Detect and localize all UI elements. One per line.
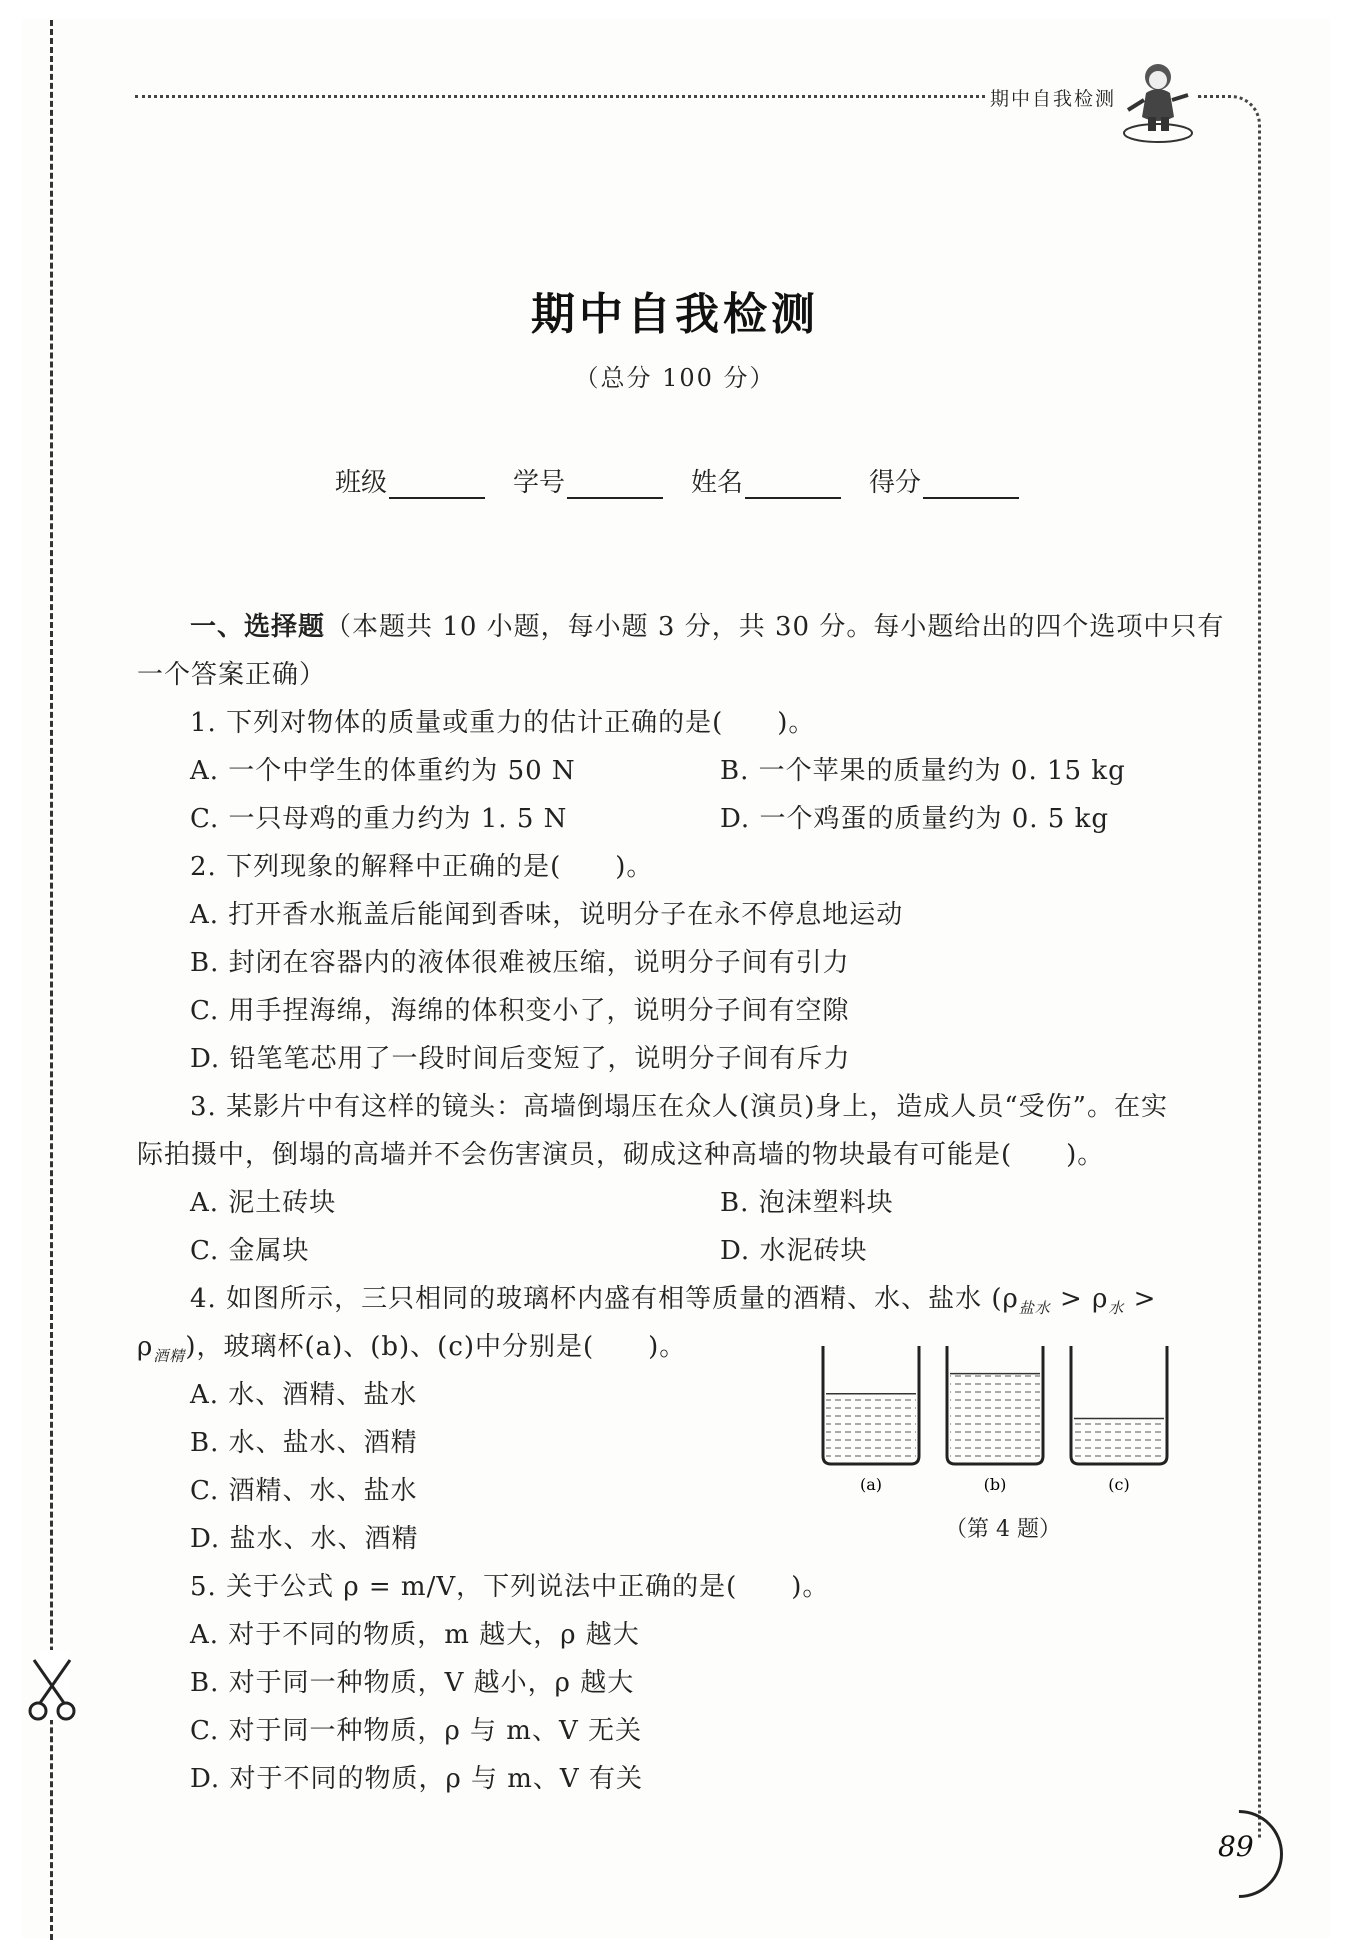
page-number: 89 — [1218, 1830, 1254, 1863]
cup-label: (c) — [1108, 1475, 1130, 1494]
q4-stem-line1 — [190, 1278, 1156, 1318]
header-rule — [135, 95, 985, 98]
q3-option-b[interactable]: B. 泡沫塑料块 — [720, 1188, 894, 1218]
cup-1 — [823, 1346, 919, 1494]
cup-label: (a) — [859, 1475, 883, 1494]
subscript-water: 水 — [1108, 1299, 1125, 1318]
section-heading: 一、选择题 — [190, 612, 326, 642]
student-info-row — [335, 462, 1019, 499]
q4-option-c[interactable]: C. 酒精、水、盐水 — [190, 1476, 418, 1506]
running-title: 期中自我检测 — [990, 88, 1117, 110]
section-heading-line — [190, 606, 1224, 643]
q4-gt2: > — [1124, 1284, 1157, 1314]
cup-liquid — [950, 1374, 1040, 1461]
q5-option-a[interactable]: A. 对于不同的物质，m 越大，ρ 越大 — [190, 1620, 640, 1650]
cup-2 — [947, 1346, 1043, 1494]
q3-stem-line1: 3. 某影片中有这样的镜头：高墙倒塌压在众人(演员)身上，造成人员“受伤”。在实 — [190, 1092, 1168, 1122]
score-blank[interactable] — [923, 471, 1019, 499]
cup-label: (b) — [983, 1475, 1007, 1494]
q3-option-d[interactable]: D. 水泥砖块 — [720, 1236, 868, 1266]
section-instruction-cont: 一个答案正确） — [137, 660, 327, 690]
q1-option-b[interactable]: B. 一个苹果的质量约为 0. 15 kg — [720, 756, 1126, 786]
subscript-salt-water: 盐水 — [1018, 1299, 1051, 1318]
q4-gt1: > ρ — [1050, 1284, 1109, 1314]
info-score — [869, 462, 1019, 499]
q4-cups-figure — [815, 1340, 1175, 1500]
student-id-blank[interactable] — [567, 471, 663, 499]
q4-stem-text: 4. 如图所示，三只相同的玻璃杯内盛有相等质量的酒精、水、盐水 (ρ — [190, 1284, 1019, 1314]
name-blank[interactable] — [745, 471, 841, 499]
info-label: 班级 — [335, 468, 388, 498]
scissors-icon — [24, 1655, 80, 1725]
q4-option-d[interactable]: D. 盐水、水、酒精 — [190, 1524, 419, 1554]
mascot-icon — [1118, 55, 1198, 145]
q4-stem-line2 — [137, 1326, 686, 1366]
q1-option-a[interactable]: A. 一个中学生的体重约为 50 N — [190, 756, 576, 786]
q1-option-d[interactable]: D. 一个鸡蛋的质量约为 0. 5 kg — [720, 804, 1109, 834]
page-title: 期中自我检测 — [531, 289, 819, 340]
q3-option-a[interactable]: A. 泥土砖块 — [190, 1188, 337, 1218]
cup-liquid — [1074, 1418, 1164, 1461]
info-label: 学号 — [513, 468, 566, 498]
q2-option-a[interactable]: A. 打开香水瓶盖后能闻到香味，说明分子在永不停息地运动 — [190, 900, 904, 930]
q2-option-c[interactable]: C. 用手捏海绵，海绵的体积变小了，说明分子间有空隙 — [190, 996, 850, 1026]
q2-stem: 2. 下列现象的解释中正确的是( )。 — [190, 852, 654, 882]
page-frame-border — [1198, 95, 1261, 1838]
q2-option-b[interactable]: B. 封闭在容器内的液体很难被压缩，说明分子间有引力 — [190, 948, 850, 978]
class-blank[interactable] — [389, 471, 485, 499]
info-name — [691, 462, 841, 499]
q4-figure-caption: （第 4 题） — [945, 1517, 1061, 1542]
q5-option-b[interactable]: B. 对于同一种物质，V 越小，ρ 越大 — [190, 1668, 635, 1698]
info-student-id — [513, 462, 663, 499]
q4-rho: ρ — [137, 1332, 154, 1362]
info-label: 姓名 — [691, 468, 744, 498]
q3-option-c[interactable]: C. 金属块 — [190, 1236, 310, 1266]
q1-option-c[interactable]: C. 一只母鸡的重力约为 1. 5 N — [190, 804, 568, 834]
q5-option-d[interactable]: D. 对于不同的物质，ρ 与 m、V 有关 — [190, 1764, 643, 1794]
q5-stem: 5. 关于公式 ρ = m/V，下列说法中正确的是( )。 — [190, 1572, 830, 1602]
info-label: 得分 — [869, 468, 922, 498]
section-instruction: （本题共 10 小题，每小题 3 分，共 30 分。每小题给出的四个选项中只有 — [325, 612, 1225, 642]
q1-stem: 1. 下列对物体的质量或重力的估计正确的是( )。 — [190, 708, 816, 738]
q4-option-b[interactable]: B. 水、盐水、酒精 — [190, 1428, 418, 1458]
cup-liquid — [826, 1394, 916, 1461]
info-class — [335, 462, 485, 499]
cup-3 — [1071, 1346, 1167, 1494]
q4-option-a[interactable]: A. 水、酒精、盐水 — [190, 1380, 418, 1410]
page-subtitle: （总分 100 分） — [574, 364, 776, 392]
q5-option-c[interactable]: C. 对于同一种物质，ρ 与 m、V 无关 — [190, 1716, 643, 1746]
q4-stem-text-2: )，玻璃杯(a)、(b)、(c)中分别是( )。 — [185, 1332, 687, 1362]
q3-stem-line2: 际拍摄中，倒塌的高墙并不会伤害演员，砌成这种高墙的物块最有可能是( )。 — [137, 1140, 1105, 1170]
q2-option-d[interactable]: D. 铅笔笔芯用了一段时间后变短了，说明分子间有斥力 — [190, 1044, 851, 1074]
subscript-alcohol: 酒精 — [153, 1347, 186, 1366]
